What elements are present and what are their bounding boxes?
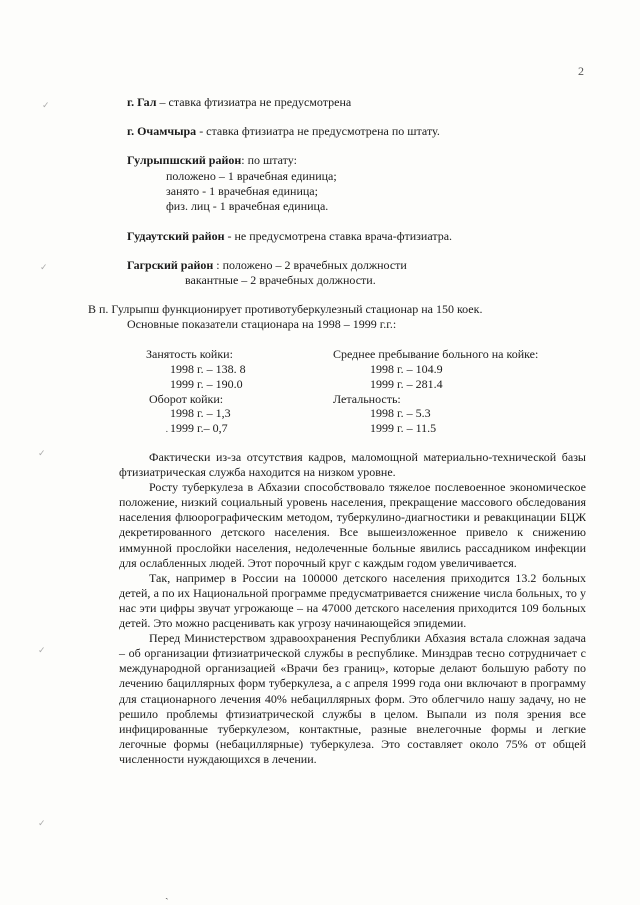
district-gudauta (127, 229, 452, 243)
paragraph: Фактически из-за отсутствия кадров, маломощной материально-технической базы фтизиатрическая служба находится на низком уровне. (119, 450, 586, 480)
stray-mark: ˙ (165, 429, 169, 441)
district-name: Гулрыпшский район (127, 153, 242, 167)
stat-lethality-1999: 1999 г. – 11.5 (370, 421, 437, 435)
stat-avg-stay-label: Среднее пребывание больного на койке: (333, 347, 539, 361)
stat-occupancy-1999: 1999 г. – 190.0 (170, 377, 243, 391)
district-ochamchira (127, 124, 440, 138)
paragraph: Росту туберкулеза в Абхазии способствовало тяжелое послевоенное экономическое положение, низкий социальный уровень населения, прекращение массового обследования населения флюорографическим методом, туберкулино-диагностики и ревакцинации БЦЖ декретированного детского населения. Все вышеизложенное привело к снижению иммунной прослойки населения, недолеченные больные явились рассадником инфекции для ослабленных людей. Этот порочный круг с каждым годом увеличивается. (119, 480, 586, 570)
stat-occupancy-1998: 1998 г. – 138. 8 (170, 362, 246, 376)
district-name: Гагрский район (127, 258, 214, 272)
district-name: г. Гал (127, 95, 157, 109)
district-text: : положено – 2 врачебных должности (213, 258, 407, 272)
stat-avg-stay-1999: 1999 г. – 281.4 (370, 377, 443, 391)
district-text: : по штату: (241, 153, 297, 167)
stat-avg-stay-1998: 1998 г. – 104.9 (370, 362, 443, 376)
district-gulrypsh (127, 153, 297, 167)
margin-mark: ✓ (38, 645, 46, 655)
list-item: положено – 1 врачебная единица; (166, 169, 337, 183)
page-number: 2 (578, 64, 584, 78)
paragraph: Так, например в России на 100000 детского населения приходится 13.2 больных детей, а по их Национальной программе предусматривается снижение числа больных, то у нас эти цифры звучат угрожающе – на 47000 детского населения приходится 109 больных детей. Это можно расценивать как угрозу начинающейся эпидемии. (119, 570, 586, 631)
stat-lethality-1998: 1998 г. – 5.3 (370, 406, 431, 420)
margin-mark: ✓ (38, 818, 46, 828)
district-name: Гудаутский район (127, 229, 225, 243)
district-gal (127, 95, 351, 109)
stat-turnover-1998: 1998 г. – 1,3 (170, 406, 231, 420)
district-gagra (127, 258, 407, 272)
margin-mark: ✓ (40, 262, 48, 272)
district-name: г. Очамчыра (127, 124, 197, 138)
body-text (119, 450, 586, 767)
district-text: - не предусмотрена ставка врача-фтизиатра. (224, 229, 453, 243)
stat-turnover-label: Оборот койки: (149, 392, 224, 406)
paragraph: Перед Министерством здравоохранения Республики Абхазия встала сложная задача – об организации фтизиатрической службы в республике. Минздрав тесно сотрудничает с международной организацией «Врачи без границ», которые делают большую работу по лечению бациллярных форм туберкулеза, а с апреля 1999 года они включают в программу для стационарного лечения 40% небациллярных форм. Это облегчило нашу задачу, но не решило проблемы фтизиатрической службы в целом. Выпали из поля зрения все инфицированные туберкулезом, контактные, разные внелегочные формы и легкие легочные формы (небациллярные) туберкулеза. Это составляет около 75% от общей численности нуждающихся в лечении. (119, 631, 586, 766)
stat-turnover-1999: 1999 г.– 0,7 (170, 421, 228, 435)
stat-occupancy-label: Занятость койки: (146, 347, 233, 361)
district-gagra-vacant: вакантные – 2 врачебных должности. (185, 273, 376, 287)
hospital-intro: В п. Гулрыпш функционирует противотуберкулезный стационар на 150 коек. (88, 302, 483, 316)
margin-mark: ✓ (42, 100, 50, 110)
list-item: физ. лиц - 1 врачебная единица. (166, 199, 329, 213)
list-item: занято - 1 врачебная единица; (166, 184, 318, 198)
stat-lethality-label: Летальность: (333, 392, 401, 406)
stray-mark: ˏ (165, 888, 169, 900)
district-text: – ставка фтизиатра не предусмотрена (156, 95, 352, 109)
stats-title: Основные показатели стационара на 1998 – 1999 г.г.: (127, 317, 397, 331)
district-text: - ставка фтизиатра не предусмотрена по штату. (196, 124, 440, 138)
margin-mark: ✓ (38, 448, 46, 458)
